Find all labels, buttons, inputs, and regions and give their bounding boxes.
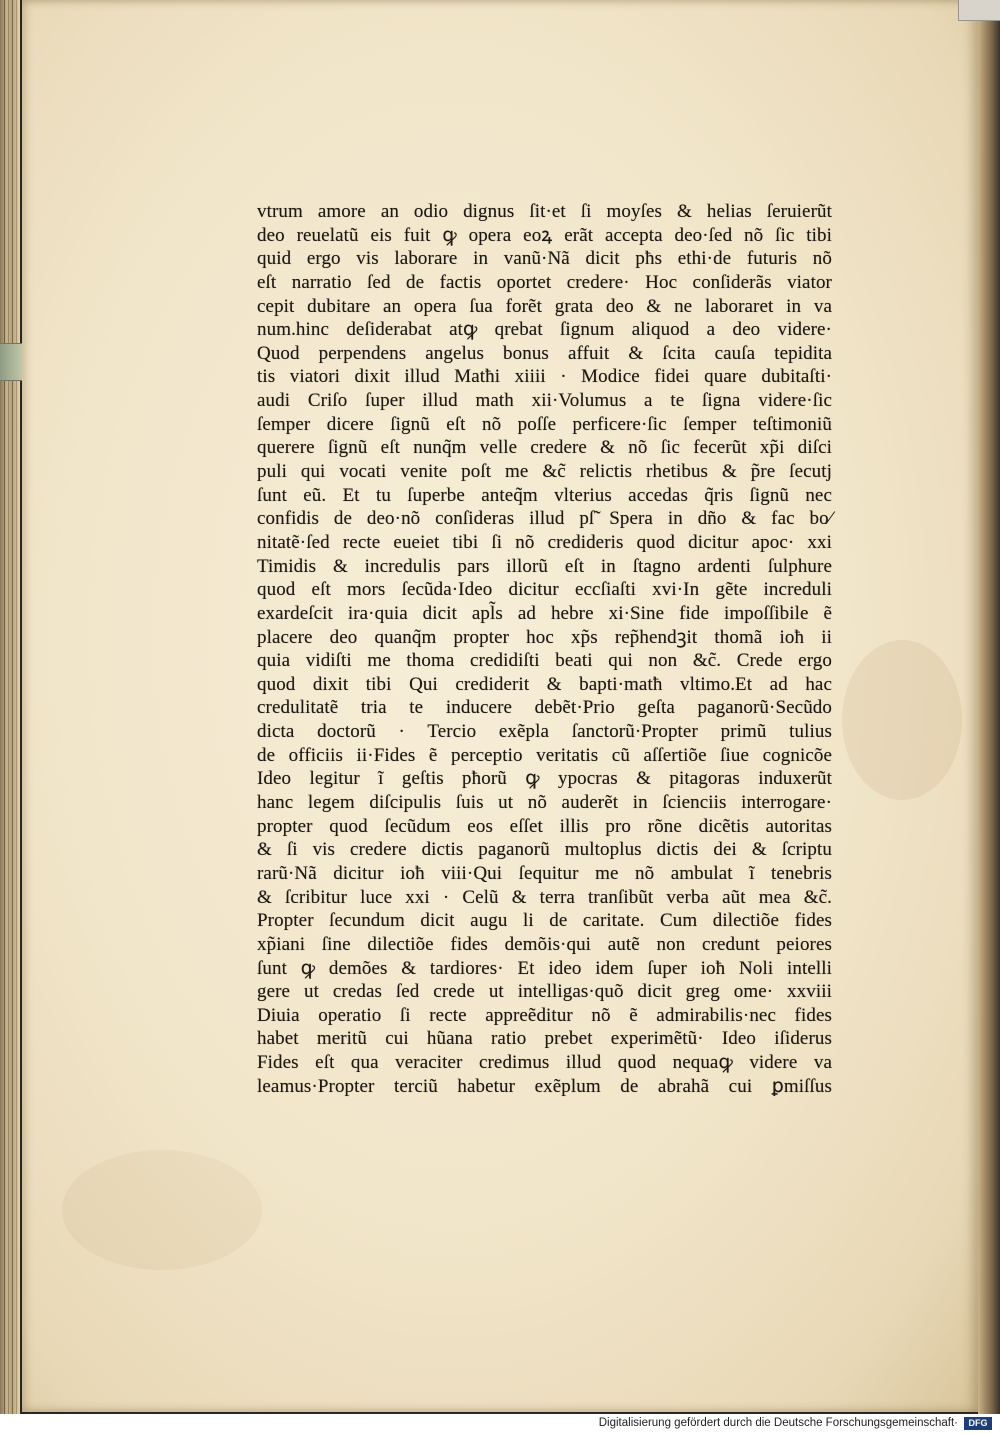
text-line: cepit dubitare an opera ſua forẽt grata deo & ne laboraret in va: [257, 295, 832, 317]
text-line: deo reuelatũ eis fuit ꝙ opera eoꝝ erãt accepta deo·ſed nõ ſic tibi: [257, 224, 832, 246]
text-line: Fides eſt qua veraciter credimus illud quod nequaꝙ videre va: [257, 1052, 832, 1074]
funding-credit: Digitalisierung gefördert durch die Deutsche Forschungsgemeinschaft·: [598, 1417, 958, 1429]
text-line: dicta doctorũ · Tercio exẽpla ſanctorũ·Propter primũ tulius: [257, 721, 832, 743]
text-line: tis viatori dixit illud Matħi xiiii · Modice fidei quare dubitaſti·: [257, 366, 832, 388]
text-line: habet meritũ cui hũana ratio prebet experimẽtũ· Ideo iſiderus: [257, 1028, 832, 1050]
text-line: gere ut credas ſed crede ut intelligas·quõ dicit greg ome· xxviii: [257, 981, 832, 1003]
dfg-logo: DFG: [964, 1417, 992, 1430]
text-line: rarũ·Nã dicitur ioħ viii·Qui ſequitur me nõ ambulat ĩ tenebris: [257, 862, 832, 884]
text-line: Ideo legitur ĩ geſtis pħorũ ꝙ ypocras & pitagoras induxerũt: [257, 768, 832, 790]
text-line: Propter ſecundum dicit augu li de caritate. Cum dilectiõe fides: [257, 910, 832, 932]
text-line: Timidis & incredulis pars illorũ eſt in ſtagno ardenti ſulphure: [257, 555, 832, 577]
text-line: hanc legem diſcipulis ſuis ut nõ auderẽt in ſcienciis interrogare·: [257, 792, 832, 814]
text-line: quid ergo vis laborare in vanũ·Nã dicit pħs ethi·de futuris nõ: [257, 248, 832, 270]
text-line: quod eſt mors ſecũda·Ideo dicitur eccſiaſti xvi·In gẽte increduli: [257, 579, 832, 601]
text-line: leamus·Propter terciũ habetur exẽplum de abrahã cui ꝑmiſſus: [257, 1075, 832, 1097]
text-line: Diuia operatio ſi recte appreẽditur nõ ẽ admirabilis·nec fides: [257, 1004, 832, 1026]
book-left-edge: [0, 0, 20, 1414]
text-line: vtrum amore an odio dignus ſit·et ſi moyſes & helias ſeruierũt: [257, 201, 832, 222]
text-line: quia vidiſti me thoma credidiſti beati qui non &c̃. Crede ergo: [257, 650, 832, 672]
text-line: ſunt ꝙ demões & tardiores· Et ideo idem ſuper ioħ Noli intelli: [257, 957, 832, 979]
bookmark-ribbon: [0, 343, 22, 381]
text-line: & ſi vis credere dictis paganorũ multoplus dictis dei & ſcriptu: [257, 839, 832, 861]
text-line: querere ſignũ eſt nunq̃m velle credere & nõ ſic fecerũt xp̃i diſci: [257, 437, 832, 459]
text-line: ſunt eũ. Et tu ſuperbe anteq̃m vlterius accedas q̃ris ſignũ nec: [257, 484, 832, 506]
text-line: de officiis ii·Fides ẽ perceptio veritatis cũ aſſertiõe ſiue cognicõe: [257, 744, 832, 766]
text-line: placere deo quanq̃m propter hoc xp̃s rep̃hendꝫit thomã ioħ ii: [257, 626, 832, 648]
text-line: audi Criſo ſuper illud math xii·Volumus a te ſigna videre·ſic: [257, 390, 832, 412]
text-line: nitatẽ·ſed recte eueiet tibi ſi nõ credideris quod dicitur apoc· xxi: [257, 531, 832, 553]
text-line: ſemper dicere ſignũ eſt nõ poſſe perficere·ſic ſemper teſtimoniũ: [257, 413, 832, 435]
footer-bar: [0, 1414, 1000, 1434]
text-line: eſt narratio ſed de factis oportet credere· Hoc conſiderãs viator: [257, 271, 832, 293]
text-line: credulitatẽ tria te inducere debẽt·Prio geſta paganorũ·Secũdo: [257, 697, 832, 719]
text-line: quod dixit tibi Qui crediderit & bapti·matħ vltimo.Et ad hac: [257, 673, 832, 695]
text-line: exardeſcit ira·quia dicit apl̃s ad hebre xi·Sine fide impoſſibile ẽ: [257, 602, 832, 624]
text-line: xp̃iani ſine dilectiõe fides demõis·qui autẽ non credunt peiores: [257, 933, 832, 955]
text-line: puli qui vocati venite poſt me &c̃ relictis rhetibus & p̃re ſecutj: [257, 461, 832, 483]
paper-stain: [62, 1150, 262, 1270]
book-right-edge: [978, 0, 1000, 1414]
text-line: Quod perpendens angelus bonus affuit & ſcita cauſa tepidita: [257, 342, 832, 364]
incunabula-text-block: [257, 200, 832, 1098]
scan-corner-tab: [958, 0, 1000, 21]
text-line: propter quod ſecũdum eos eſſet illis pro rõne dicẽtis autoritas: [257, 815, 832, 837]
paper-stain: [842, 640, 962, 800]
text-line: num.hinc deſiderabat atꝙ qrebat ſignum aliquod a deo videre·: [257, 319, 832, 341]
text-line: & ſcribitur luce xxi · Celũ & terra tranſibũt verba aũt mea &c̃.: [257, 886, 832, 908]
text-line: confidis de deo·nõ conſideras illud pſ̃ Spera in dño & fac bo⁄: [257, 508, 832, 530]
